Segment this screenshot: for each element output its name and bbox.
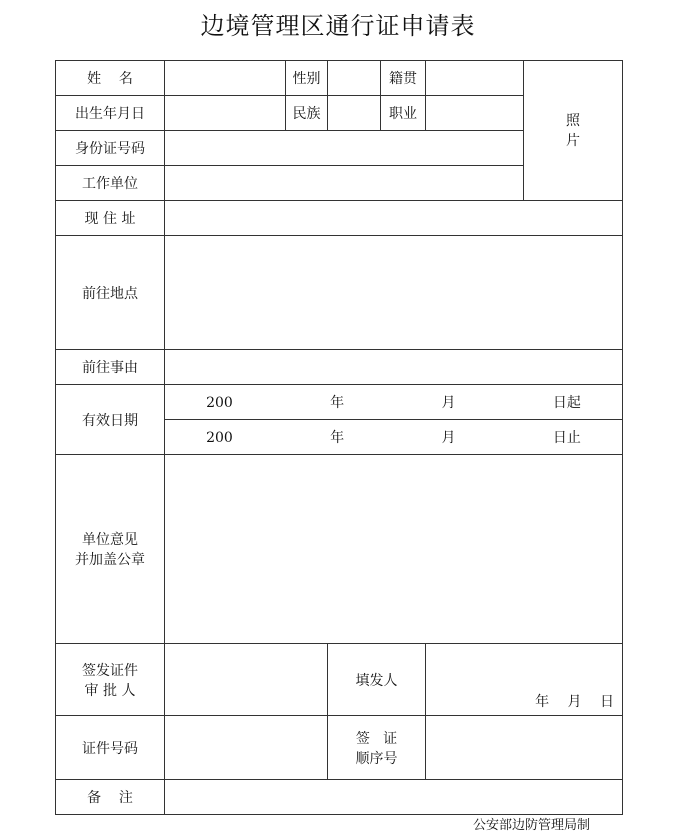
valid-end-date[interactable]: 200 年 月 日止 xyxy=(165,420,623,455)
label-approver: 签发证件 审 批 人 xyxy=(56,644,165,716)
destination-field[interactable] xyxy=(165,236,623,350)
row-destination xyxy=(56,236,623,350)
label-work-unit: 工作单位 xyxy=(56,166,165,201)
label-occupation: 职业 xyxy=(381,96,426,131)
row-reason xyxy=(56,350,623,385)
row-approval xyxy=(56,644,623,716)
label-birth-date: 出生年月日 xyxy=(56,96,165,131)
name-field[interactable] xyxy=(165,61,286,96)
label-reason: 前往事由 xyxy=(56,350,165,385)
label-remarks: 备 注 xyxy=(56,780,165,815)
approver-field[interactable] xyxy=(165,644,328,716)
form-title: 边境管理区通行证申请表 xyxy=(200,12,476,40)
native-place-field[interactable] xyxy=(426,61,524,96)
label-address: 现 住 址 xyxy=(56,201,165,236)
valid-start-date[interactable]: 200 年 月 日起 xyxy=(165,385,623,420)
cert-number-field[interactable] xyxy=(165,716,328,780)
label-ethnicity: 民族 xyxy=(286,96,328,131)
label-id-number: 身份证号码 xyxy=(56,131,165,166)
approval-date: 年 月 日 xyxy=(535,694,614,710)
label-issuer: 填发人 xyxy=(328,644,426,716)
application-form-table xyxy=(55,60,623,815)
photo-label-line1: 照 xyxy=(566,112,580,129)
label-name: 姓 名 xyxy=(56,61,165,96)
label-destination: 前往地点 xyxy=(56,236,165,350)
occupation-field[interactable] xyxy=(426,96,524,131)
photo-label-line2: 片 xyxy=(566,132,580,149)
id-number-field[interactable] xyxy=(165,131,524,166)
row-name xyxy=(56,61,623,96)
visa-sequence-field[interactable] xyxy=(426,716,623,780)
row-remarks xyxy=(56,780,623,815)
row-cert-number xyxy=(56,716,623,780)
row-valid-start xyxy=(56,385,623,420)
issuer-footer: 公安部边防管理局制 xyxy=(472,818,590,833)
gender-field[interactable] xyxy=(328,61,381,96)
photo-box xyxy=(524,61,623,201)
row-unit-opinion xyxy=(56,455,623,644)
issuer-field[interactable] xyxy=(426,644,623,716)
work-unit-field[interactable] xyxy=(165,166,524,201)
label-visa-sequence: 签 证 顺序号 xyxy=(328,716,426,780)
label-valid-period: 有效日期 xyxy=(56,385,165,455)
remarks-field[interactable] xyxy=(165,780,623,815)
label-gender: 性别 xyxy=(286,61,328,96)
label-cert-number: 证件号码 xyxy=(56,716,165,780)
label-native-place: 籍贯 xyxy=(381,61,426,96)
address-field[interactable] xyxy=(165,201,623,236)
row-address xyxy=(56,201,623,236)
unit-opinion-field[interactable] xyxy=(165,455,623,644)
reason-field[interactable] xyxy=(165,350,623,385)
label-unit-opinion: 单位意见 并加盖公章 xyxy=(56,455,165,644)
ethnicity-field[interactable] xyxy=(328,96,381,131)
birth-date-field[interactable] xyxy=(165,96,286,131)
